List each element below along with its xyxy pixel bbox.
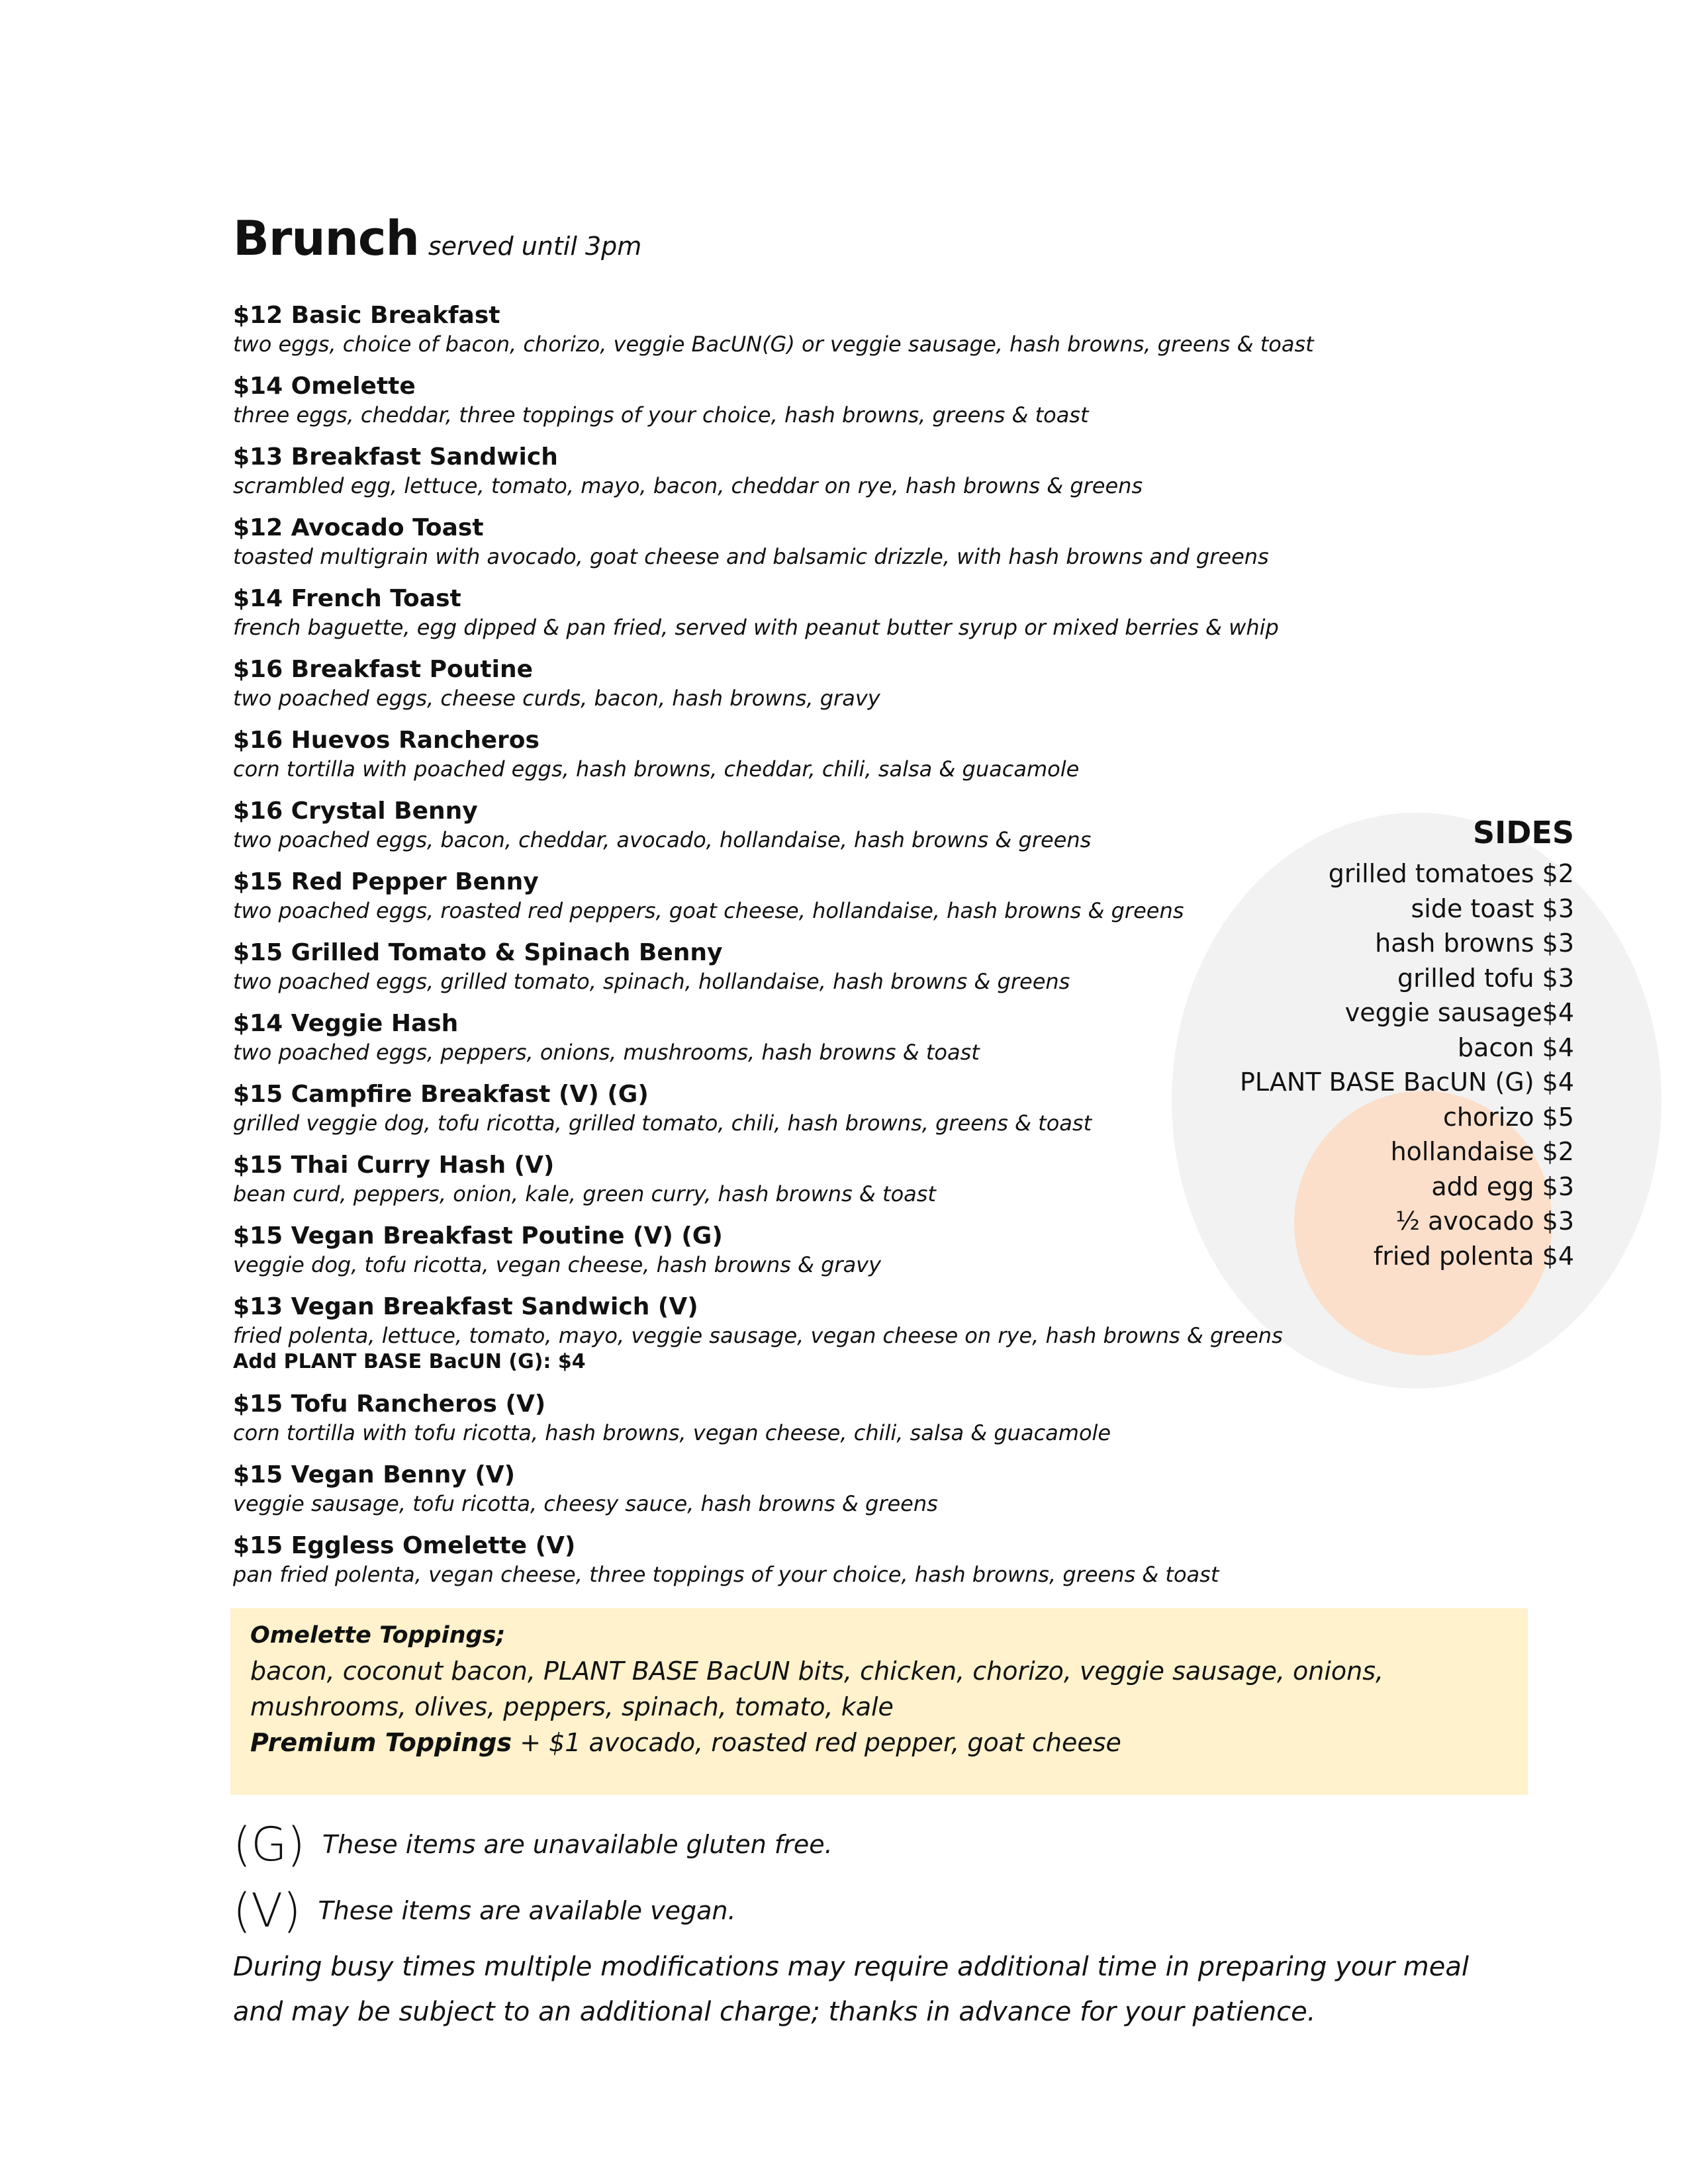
menu-item-name: $14 Veggie Hash — [233, 1010, 459, 1037]
sides-title: SIDES — [1473, 815, 1574, 850]
gluten-symbol: (G) — [233, 1817, 305, 1872]
menu-item-name: $15 Campfire Breakfast (V) (G) — [233, 1081, 649, 1108]
menu-item-name: $15 Grilled Tomato & Spinach Benny — [233, 939, 723, 966]
toppings-list: bacon, coconut bacon, PLANT BASE BacUN bits, chicken, chorizo, veggie sausage, onions, mushrooms, olives, peppers, spinach, tomato, kale — [250, 1657, 1384, 1721]
menu-item-name: $15 Tofu Rancheros (V) — [233, 1390, 546, 1418]
sides-panel — [1240, 813, 1574, 1273]
omelette-toppings-box — [230, 1608, 1528, 1795]
menu-item — [233, 938, 1372, 1009]
menu-item-description: corn tortilla with poached eggs, hash browns, cheddar, chili, salsa & guacamole — [233, 756, 1080, 782]
menu-item-name: $12 Basic Breakfast — [233, 302, 500, 329]
menu-item-name: $16 Huevos Rancheros — [233, 727, 539, 754]
menu-item-name: $15 Thai Curry Hash (V) — [233, 1152, 555, 1179]
menu-item-description: veggie sausage, tofu ricotta, cheesy sauce, hash browns & greens — [233, 1491, 938, 1516]
menu-item-description: two eggs, choice of bacon, chorizo, veggie BacUN(G) or veggie sausage, hash browns, greens & toast — [233, 332, 1314, 357]
menu-item-addon: Add PLANT BASE BacUN (G): $4 — [233, 1350, 586, 1373]
menu-item-description: two poached eggs, cheese curds, bacon, hash browns, gravy — [233, 686, 880, 711]
legend-vegan — [233, 1884, 736, 1938]
premium-toppings — [250, 1725, 1508, 1760]
legend-gluten — [233, 1817, 833, 1872]
menu-item — [233, 1150, 1372, 1221]
menu-item-name: $15 Eggless Omelette (V) — [233, 1532, 576, 1559]
page-subtitle: served until 3pm — [428, 232, 642, 261]
menu-item-description: grilled veggie dog, tofu ricotta, grilled tomato, chili, hash browns, greens & toast — [233, 1111, 1092, 1136]
menu-item-description: toasted multigrain with avocado, goat cheese and balsamic drizzle, with hash browns and greens — [233, 544, 1269, 569]
menu-item-name: $14 French Toast — [233, 585, 461, 612]
toppings-title: Omelette Toppings; — [250, 1622, 506, 1649]
gluten-legend-text: These items are unavailable gluten free. — [322, 1830, 833, 1859]
menu-item — [233, 371, 1372, 442]
side-item: side toast $3 — [1411, 893, 1574, 923]
menu-item-description: two poached eggs, grilled tomato, spinach, hollandaise, hash browns & greens — [233, 969, 1070, 994]
menu-item-name: $15 Vegan Breakfast Poutine (V) (G) — [233, 1222, 723, 1250]
menu-item — [233, 1292, 1372, 1389]
menu-item-description: two poached eggs, bacon, cheddar, avocado, hollandaise, hash browns & greens — [233, 827, 1092, 852]
menu-item-description: scrambled egg, lettuce, tomato, mayo, bacon, cheddar on rye, hash browns & greens — [233, 473, 1143, 498]
side-item: chorizo $5 — [1442, 1102, 1574, 1132]
side-item: hash browns $3 — [1375, 929, 1574, 958]
menu-item-name: $15 Vegan Benny (V) — [233, 1461, 516, 1488]
menu-item — [233, 300, 1372, 371]
menu-item-name: $15 Red Pepper Benny — [233, 868, 539, 895]
menu-item-description: veggie dog, tofu ricotta, vegan cheese, hash browns & gravy — [233, 1252, 882, 1277]
vegan-legend-text: These items are available vegan. — [318, 1896, 736, 1925]
menu-item-description: french baguette, egg dipped & pan fried, served with peanut butter syrup or mixed berries & whip — [233, 615, 1279, 640]
menu-item-name: $16 Crystal Benny — [233, 797, 478, 825]
menu-item-name: $16 Breakfast Poutine — [233, 656, 533, 683]
menu-item — [233, 584, 1372, 655]
menu-item — [233, 867, 1372, 938]
menu-item — [233, 442, 1372, 513]
menu-item-description: two poached eggs, roasted red peppers, goat cheese, hollandaise, hash browns & greens — [233, 898, 1184, 923]
menu-item-name: $13 Vegan Breakfast Sandwich (V) — [233, 1293, 698, 1320]
brunch-menu-list — [233, 300, 1372, 1602]
menu-item-name: $14 Omelette — [233, 373, 416, 400]
menu-item — [233, 1389, 1372, 1460]
page-title: Brunch — [233, 210, 419, 266]
menu-item-description: corn tortilla with tofu ricotta, hash browns, vegan cheese, chili, salsa & guacamole — [233, 1420, 1111, 1445]
side-item: add egg $3 — [1431, 1171, 1574, 1201]
menu-item — [233, 725, 1372, 796]
side-item: grilled tomatoes $2 — [1328, 859, 1574, 888]
menu-item — [233, 1009, 1372, 1079]
menu-item — [233, 796, 1372, 867]
menu-item-description: bean curd, peppers, onion, kale, green curry, hash browns & toast — [233, 1181, 936, 1206]
menu-item — [233, 1531, 1372, 1602]
menu-item-name: $13 Breakfast Sandwich — [233, 443, 558, 471]
menu-item — [233, 1460, 1372, 1531]
menu-item-description: fried polenta, lettuce, tomato, mayo, veggie sausage, vegan cheese on rye, hash browns & greens — [233, 1323, 1283, 1348]
side-item: fried polenta $4 — [1373, 1241, 1574, 1271]
side-item: veggie sausage$4 — [1344, 998, 1574, 1027]
menu-item — [233, 655, 1372, 725]
modification-notice: During busy times multiple modifications may require additional time in preparing your meal and may be subject to an additional charge; thanks in advance for your patience. — [233, 1952, 1469, 2027]
menu-item-description: two poached eggs, peppers, onions, mushrooms, hash browns & toast — [233, 1040, 980, 1065]
menu-item — [233, 1221, 1372, 1292]
menu-header — [233, 210, 641, 266]
menu-item — [233, 1079, 1372, 1150]
side-item: hollandaise $2 — [1390, 1137, 1574, 1166]
menu-item-description: pan fried polenta, vegan cheese, three toppings of your choice, hash browns, greens & toast — [233, 1562, 1219, 1587]
side-item: PLANT BASE BacUN (G) $4 — [1239, 1068, 1574, 1097]
premium-toppings-label: Premium Toppings — [250, 1728, 512, 1757]
menu-item — [233, 513, 1372, 584]
side-item: ½ avocado $3 — [1395, 1206, 1574, 1236]
menu-item-name: $12 Avocado Toast — [233, 514, 484, 541]
side-item: grilled tofu $3 — [1397, 963, 1574, 993]
vegan-symbol: (V) — [233, 1884, 301, 1938]
menu-item-description: three eggs, cheddar, three toppings of your choice, hash browns, greens & toast — [233, 402, 1089, 428]
premium-toppings-text: + $1 avocado, roasted red pepper, goat cheese — [512, 1728, 1121, 1757]
side-item: bacon $4 — [1457, 1032, 1574, 1062]
